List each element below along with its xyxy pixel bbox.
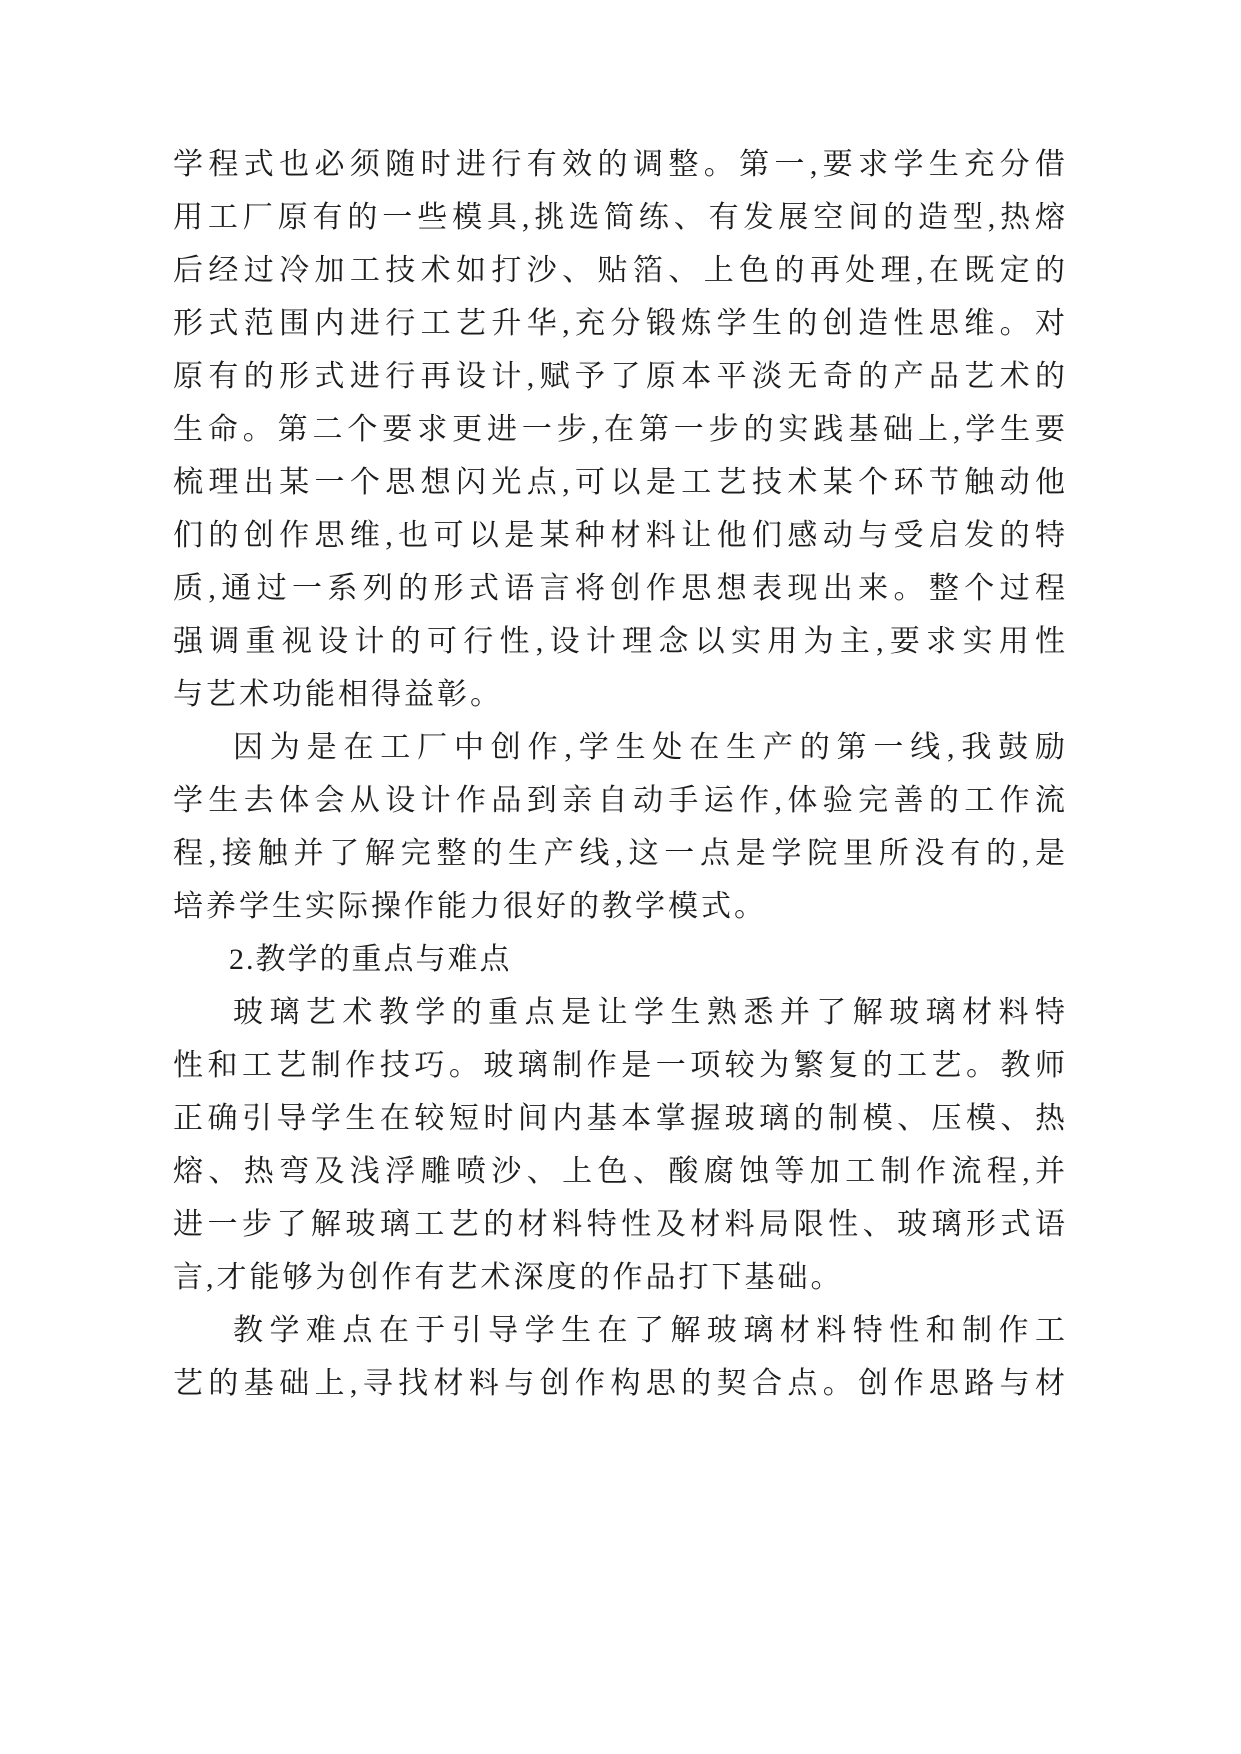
text-line: 正确引导学生在较短时间内基本掌握玻璃的制模、压模、热 [173, 1102, 1068, 1135]
text-line: 因为是在工厂中创作,学生处在生产的第一线,我鼓励 [233, 731, 1068, 764]
paragraph [173, 1304, 1068, 1410]
text-line: 学生去体会从设计作品到亲自动手运作,体验完善的工作流 [173, 784, 1068, 817]
text-line: 言,才能够为创作有艺术深度的作品打下基础。 [173, 1261, 844, 1294]
text-line: 们的创作思维,也可以是某种材料让他们感动与受启发的特 [173, 519, 1068, 552]
text-line: 后经过冷加工技术如打沙、贴箔、上色的再处理,在既定的 [173, 254, 1068, 287]
text-line: 艺的基础上,寻找材料与创作构思的契合点。创作思路与材 [173, 1367, 1068, 1400]
paragraph [173, 721, 1068, 933]
text-line: 玻璃艺术教学的重点是让学生熟悉并了解玻璃材料特 [233, 996, 1068, 1029]
text-line: 与艺术功能相得益彰。 [173, 678, 503, 711]
text-line: 学程式也必须随时进行有效的调整。第一,要求学生充分借 [173, 148, 1068, 181]
text-line: 质,通过一系列的形式语言将创作思想表现出来。整个过程 [173, 572, 1068, 605]
text-line: 教学难点在于引导学生在了解玻璃材料特性和制作工 [233, 1314, 1068, 1347]
document-body [173, 138, 1068, 1410]
paragraph [173, 986, 1068, 1304]
text-line: 生命。第二个要求更进一步,在第一步的实践基础上,学生要 [173, 413, 1068, 446]
paragraph [173, 138, 1068, 721]
section-heading: 2.教学的重点与难点 [229, 943, 512, 976]
text-line: 强调重视设计的可行性,设计理念以实用为主,要求实用性 [173, 625, 1068, 658]
text-line: 熔、热弯及浅浮雕喷沙、上色、酸腐蚀等加工制作流程,并 [173, 1155, 1068, 1188]
text-line: 梳理出某一个思想闪光点,可以是工艺技术某个环节触动他 [173, 466, 1068, 499]
text-line: 程,接触并了解完整的生产线,这一点是学院里所没有的,是 [173, 837, 1068, 870]
text-line: 进一步了解玻璃工艺的材料特性及材料局限性、玻璃形式语 [173, 1208, 1068, 1241]
text-line: 用工厂原有的一些模具,挑选简练、有发展空间的造型,热熔 [173, 201, 1068, 234]
text-line: 形式范围内进行工艺升华,充分锻炼学生的创造性思维。对 [173, 307, 1068, 340]
text-line: 性和工艺制作技巧。玻璃制作是一项较为繁复的工艺。教师 [173, 1049, 1068, 1082]
text-line: 培养学生实际操作能力很好的教学模式。 [173, 890, 767, 923]
text-line: 原有的形式进行再设计,赋予了原本平淡无奇的产品艺术的 [173, 360, 1068, 393]
